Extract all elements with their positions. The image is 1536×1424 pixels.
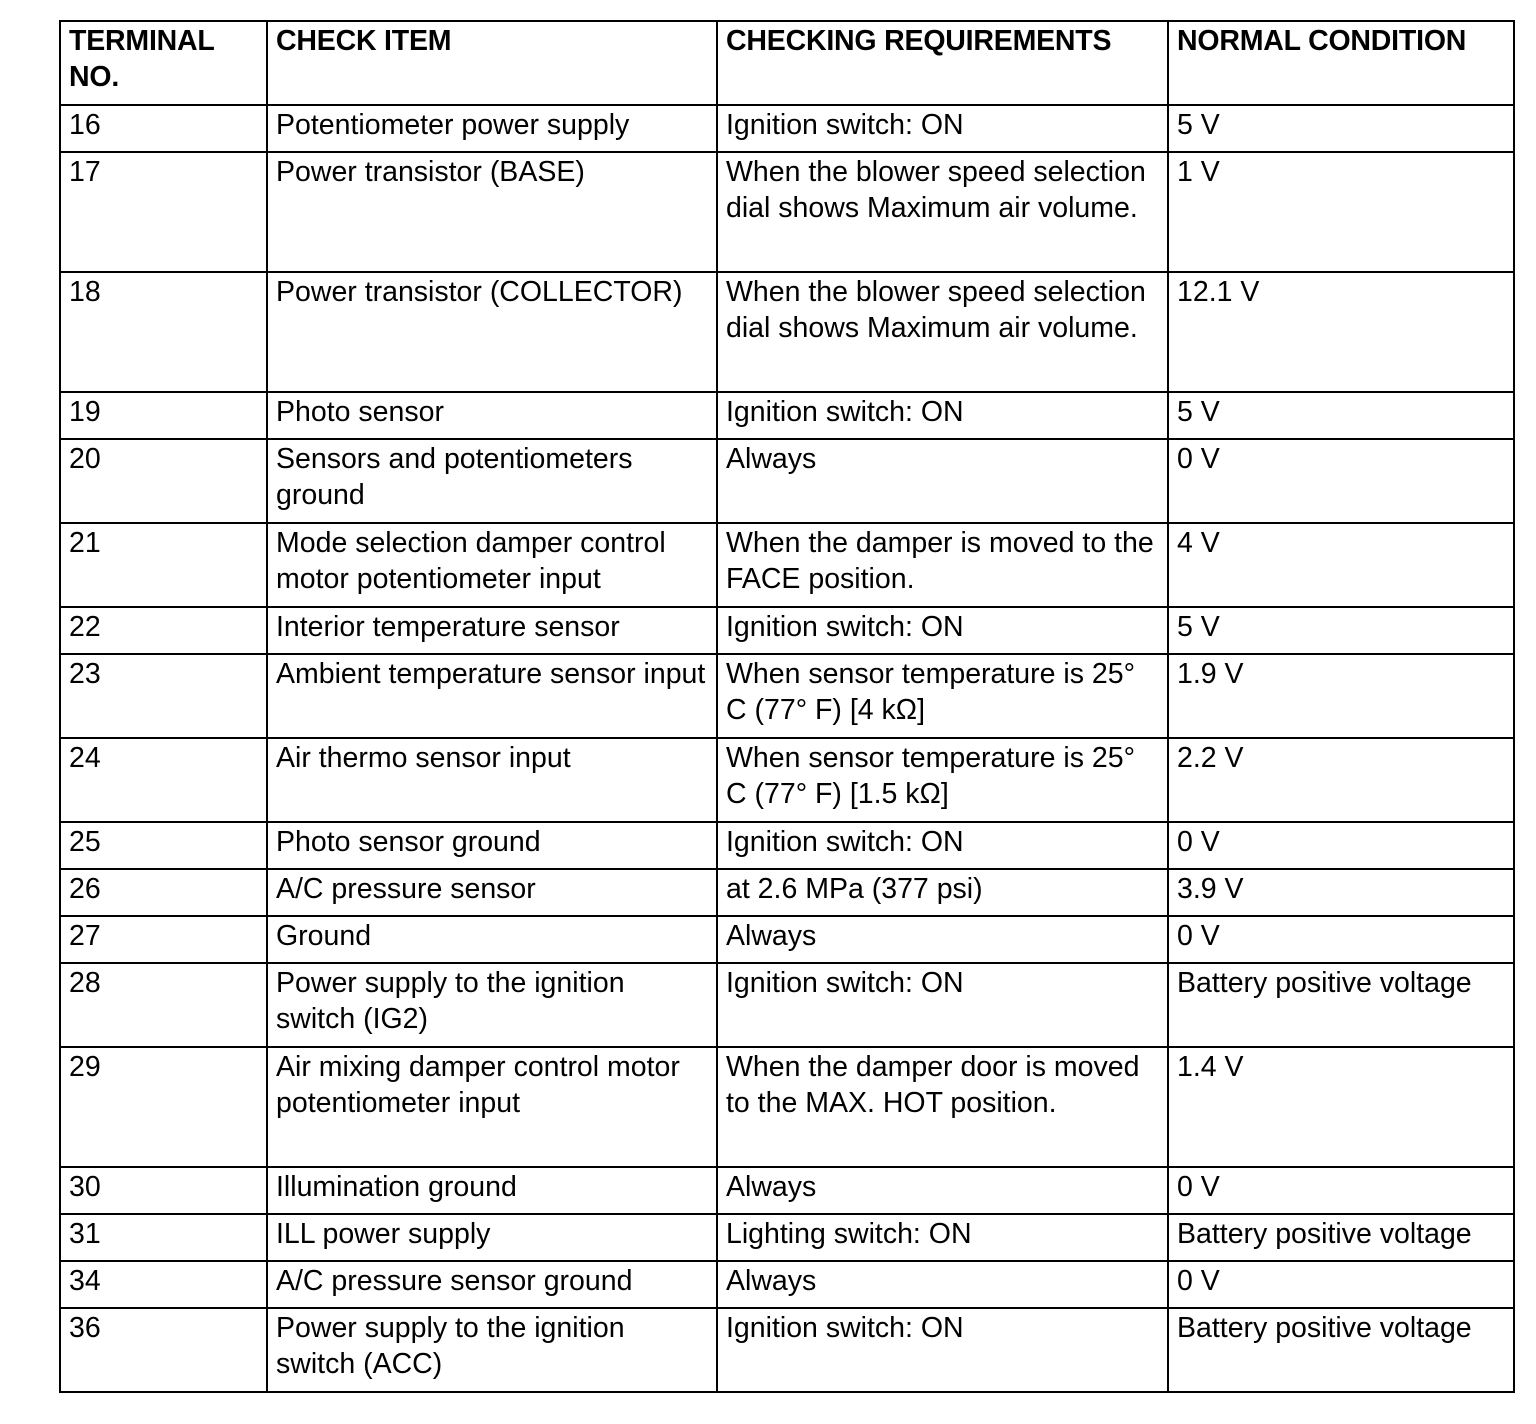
table-row — [60, 523, 1514, 607]
check-item-cell: Potentiometer power supply — [267, 105, 717, 152]
checking-requirements-cell: When the blower speed selection dial shows Maximum air volume. — [717, 272, 1168, 392]
check-item-cell: Interior temperature sensor — [267, 607, 717, 654]
checking-requirements-cell: Ignition switch: ON — [717, 392, 1168, 439]
checking-requirements-cell: When the damper door is moved to the MAX. HOT position. — [717, 1047, 1168, 1167]
terminal-no-cell: 18 — [60, 272, 267, 392]
normal-condition-cell: Battery positive voltage — [1168, 963, 1514, 1047]
normal-condition-cell: 0 V — [1168, 1261, 1514, 1308]
terminal-no-cell: 17 — [60, 152, 267, 272]
terminal-check-table — [59, 20, 1515, 1393]
normal-condition-cell: 1.4 V — [1168, 1047, 1514, 1167]
table-row — [60, 392, 1514, 439]
table-row — [60, 607, 1514, 654]
check-item-cell: A/C pressure sensor — [267, 869, 717, 916]
checking-requirements-cell: Ignition switch: ON — [717, 822, 1168, 869]
normal-condition-cell: 3.9 V — [1168, 869, 1514, 916]
table-row — [60, 1047, 1514, 1167]
checking-requirements-cell: Ignition switch: ON — [717, 963, 1168, 1047]
checking-requirements-cell: at 2.6 MPa (377 psi) — [717, 869, 1168, 916]
check-item-cell: Power supply to the ignition switch (IG2) — [267, 963, 717, 1047]
normal-condition-cell: Battery positive voltage — [1168, 1214, 1514, 1261]
header-normal-condition: NORMAL CONDITION — [1168, 21, 1514, 105]
terminal-no-cell: 25 — [60, 822, 267, 869]
table-row — [60, 105, 1514, 152]
normal-condition-cell: 0 V — [1168, 822, 1514, 869]
table-header — [60, 21, 1514, 105]
normal-condition-cell: 4 V — [1168, 523, 1514, 607]
table-row — [60, 738, 1514, 822]
terminal-no-cell: 27 — [60, 916, 267, 963]
check-item-cell: Sensors and potentiometers ground — [267, 439, 717, 523]
terminal-no-cell: 29 — [60, 1047, 267, 1167]
checking-requirements-cell: Ignition switch: ON — [717, 105, 1168, 152]
terminal-no-cell: 26 — [60, 869, 267, 916]
normal-condition-cell: 5 V — [1168, 607, 1514, 654]
check-item-cell: Photo sensor — [267, 392, 717, 439]
check-item-cell: Power transistor (BASE) — [267, 152, 717, 272]
table-row — [60, 1308, 1514, 1392]
normal-condition-cell: 2.2 V — [1168, 738, 1514, 822]
check-item-cell: Power transistor (COLLECTOR) — [267, 272, 717, 392]
table-body — [60, 105, 1514, 1392]
header-row — [60, 21, 1514, 105]
terminal-no-cell: 34 — [60, 1261, 267, 1308]
table-row — [60, 1167, 1514, 1214]
check-item-cell: Ambient temperature sensor input — [267, 654, 717, 738]
table-row — [60, 822, 1514, 869]
header-check-item: CHECK ITEM — [267, 21, 717, 105]
checking-requirements-cell: Always — [717, 439, 1168, 523]
checking-requirements-cell: Always — [717, 916, 1168, 963]
checking-requirements-cell: When the damper is moved to the FACE position. — [717, 523, 1168, 607]
table-row — [60, 1261, 1514, 1308]
normal-condition-cell: Battery positive voltage — [1168, 1308, 1514, 1392]
checking-requirements-cell: When sensor temperature is 25° C (77° F) [1.5 kΩ] — [717, 738, 1168, 822]
table-row — [60, 963, 1514, 1047]
terminal-no-cell: 28 — [60, 963, 267, 1047]
check-item-cell: Illumination ground — [267, 1167, 717, 1214]
normal-condition-cell: 0 V — [1168, 439, 1514, 523]
terminal-no-cell: 31 — [60, 1214, 267, 1261]
table-row — [60, 152, 1514, 272]
check-item-cell: Power supply to the ignition switch (ACC) — [267, 1308, 717, 1392]
checking-requirements-cell: Ignition switch: ON — [717, 607, 1168, 654]
checking-requirements-cell: When sensor temperature is 25° C (77° F) [4 kΩ] — [717, 654, 1168, 738]
checking-requirements-cell: When the blower speed selection dial shows Maximum air volume. — [717, 152, 1168, 272]
check-item-cell: Ground — [267, 916, 717, 963]
checking-requirements-cell: Ignition switch: ON — [717, 1308, 1168, 1392]
header-terminal-no: TERMINAL NO. — [60, 21, 267, 105]
check-item-cell: A/C pressure sensor ground — [267, 1261, 717, 1308]
normal-condition-cell: 12.1 V — [1168, 272, 1514, 392]
normal-condition-cell: 1.9 V — [1168, 654, 1514, 738]
terminal-no-cell: 20 — [60, 439, 267, 523]
checking-requirements-cell: Lighting switch: ON — [717, 1214, 1168, 1261]
table-row — [60, 1214, 1514, 1261]
terminal-no-cell: 21 — [60, 523, 267, 607]
check-item-cell: ILL power supply — [267, 1214, 717, 1261]
table-row — [60, 869, 1514, 916]
check-item-cell: Air thermo sensor input — [267, 738, 717, 822]
terminal-no-cell: 24 — [60, 738, 267, 822]
table-row — [60, 654, 1514, 738]
header-checking-requirements: CHECKING REQUIREMENTS — [717, 21, 1168, 105]
checking-requirements-cell: Always — [717, 1167, 1168, 1214]
table-row — [60, 439, 1514, 523]
normal-condition-cell: 1 V — [1168, 152, 1514, 272]
check-item-cell: Air mixing damper control motor potentiometer input — [267, 1047, 717, 1167]
terminal-no-cell: 16 — [60, 105, 267, 152]
normal-condition-cell: 0 V — [1168, 1167, 1514, 1214]
table-row — [60, 272, 1514, 392]
terminal-no-cell: 22 — [60, 607, 267, 654]
check-item-cell: Mode selection damper control motor potentiometer input — [267, 523, 717, 607]
terminal-no-cell: 23 — [60, 654, 267, 738]
check-item-cell: Photo sensor ground — [267, 822, 717, 869]
table-row — [60, 916, 1514, 963]
checking-requirements-cell: Always — [717, 1261, 1168, 1308]
terminal-no-cell: 36 — [60, 1308, 267, 1392]
terminal-no-cell: 30 — [60, 1167, 267, 1214]
normal-condition-cell: 0 V — [1168, 916, 1514, 963]
normal-condition-cell: 5 V — [1168, 392, 1514, 439]
normal-condition-cell: 5 V — [1168, 105, 1514, 152]
terminal-no-cell: 19 — [60, 392, 267, 439]
